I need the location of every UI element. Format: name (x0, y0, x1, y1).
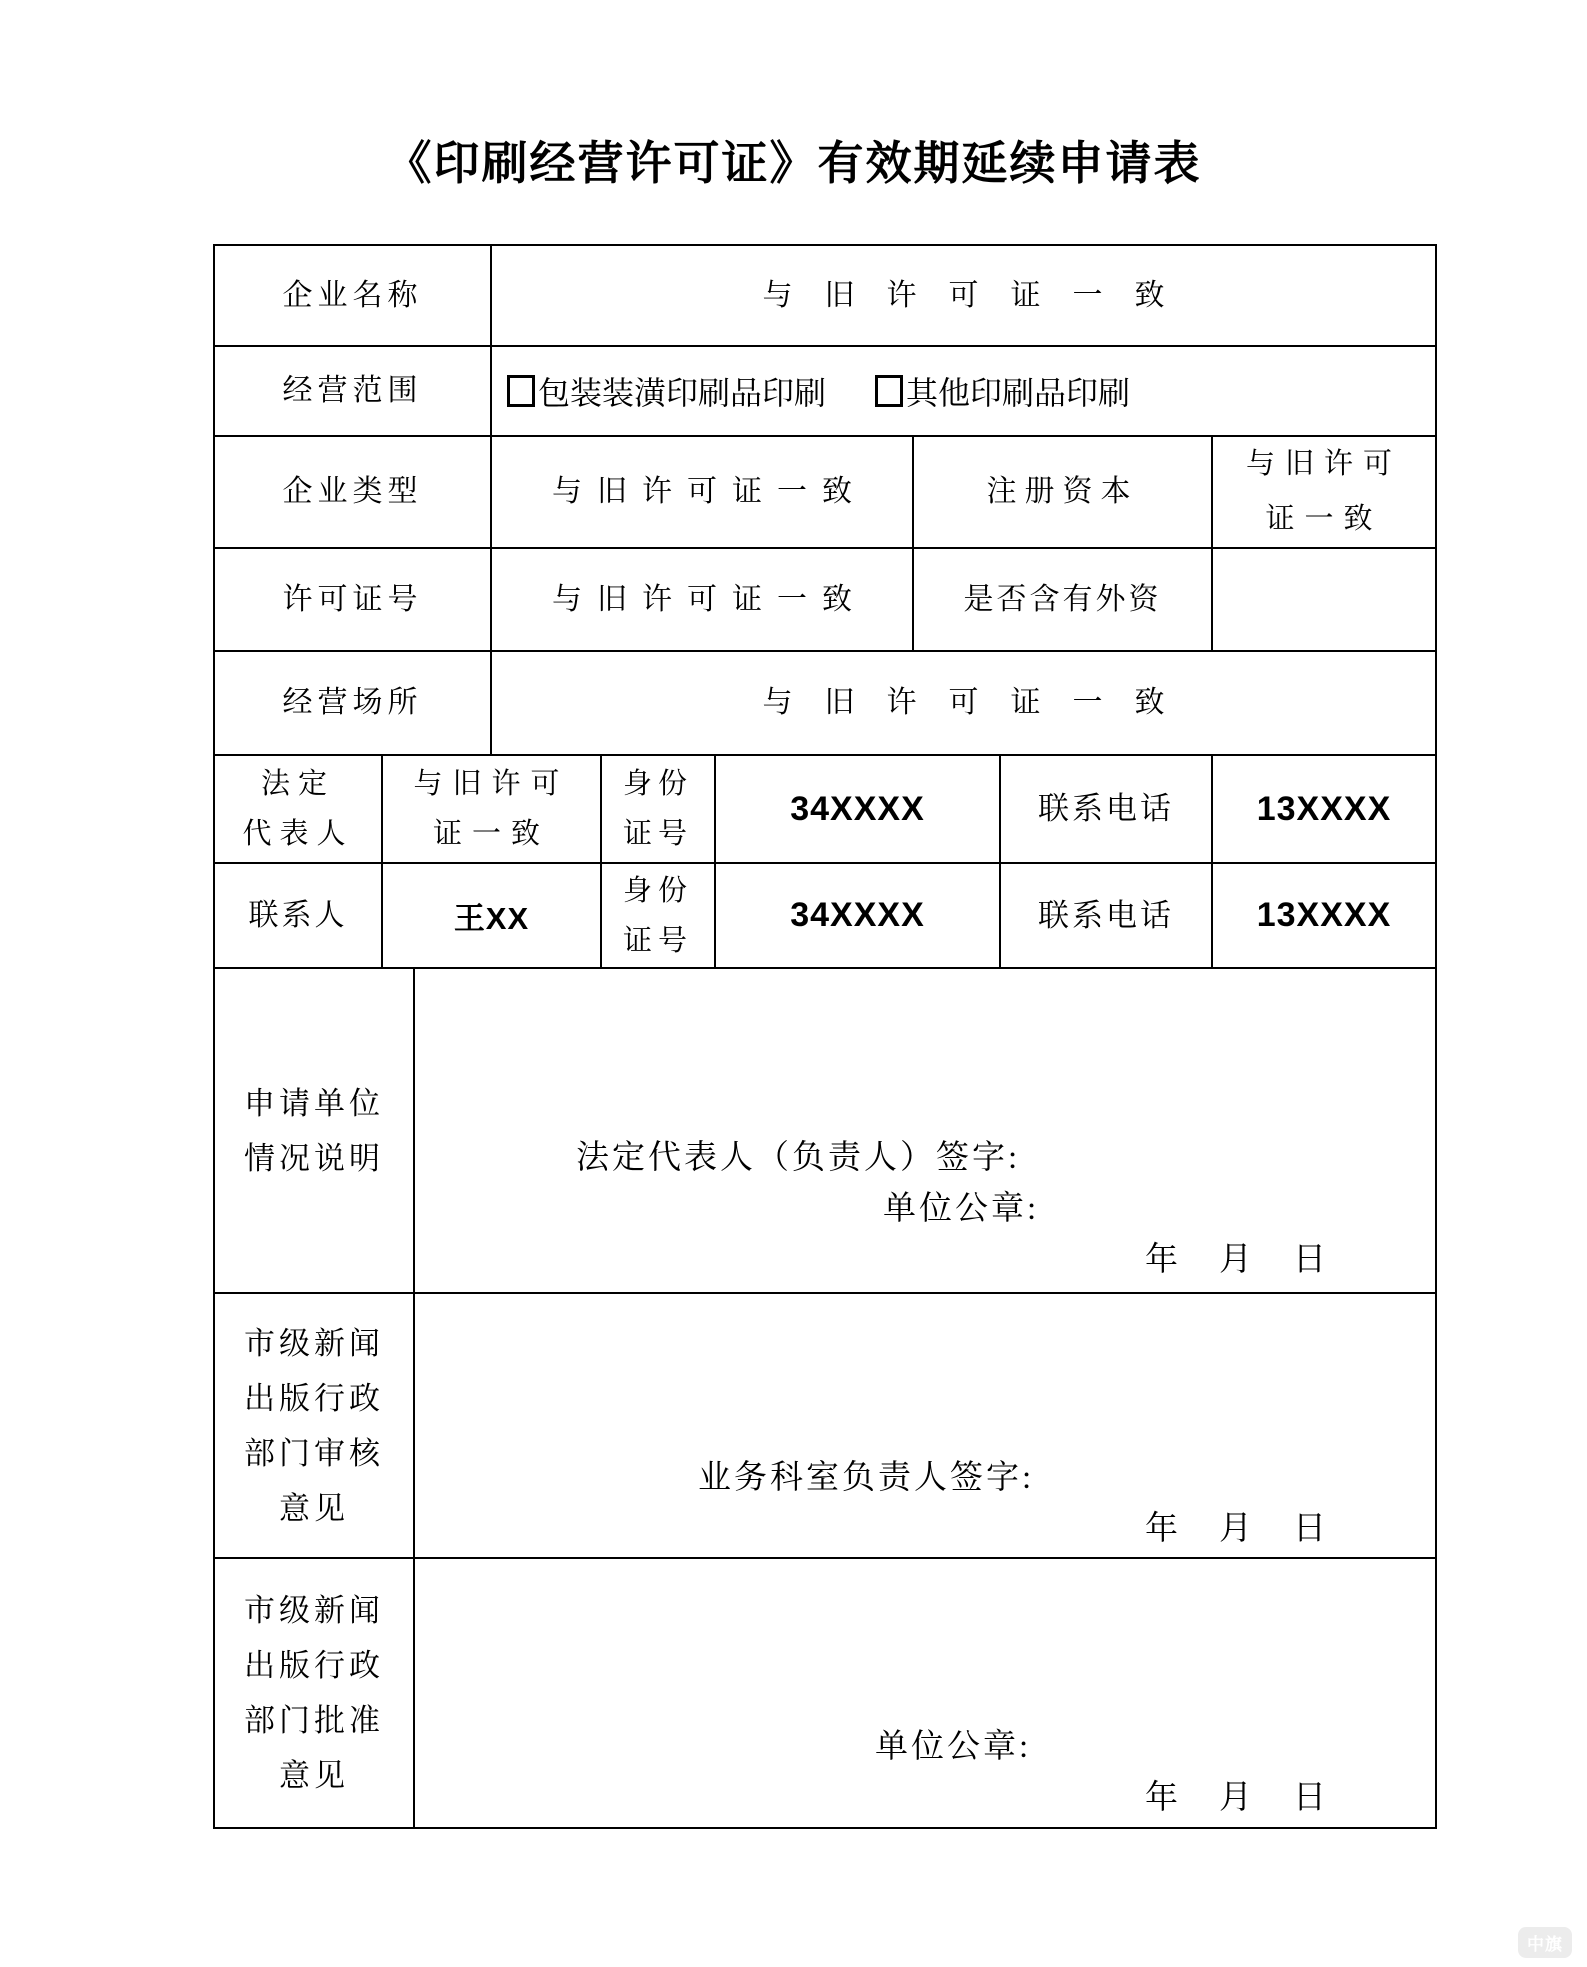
legal-rep-label: 法定 代表人 (242, 768, 354, 850)
approval-opinion-label-cell (215, 1559, 413, 1827)
contact-label: 联系人 (248, 898, 348, 932)
contact-value: 王XX (453, 901, 530, 936)
contact-phone-value-cell (1211, 864, 1435, 967)
business-scope-label: 经营范围 (282, 374, 423, 407)
contact-label-cell (215, 864, 381, 967)
watermark-badge (1518, 1927, 1572, 1958)
approval-opinion-content-cell (413, 1559, 1435, 1827)
legal-rep-phone-label-cell (999, 756, 1211, 862)
company-type-label-cell (215, 437, 490, 547)
form-title: 《印刷经营许可证》有效期延续申请表 (385, 137, 1202, 189)
foreign-capital-label-cell (912, 549, 1211, 650)
business-premises-label: 经营场所 (282, 686, 423, 719)
license-number-label: 许可证号 (282, 582, 423, 616)
unit-seal-label: 单位公章: (875, 1729, 1032, 1765)
contact-id-value: 34XXXX (790, 896, 925, 934)
foreign-capital-label: 是否含有外资 (963, 582, 1162, 616)
contact-id-label: 身份 证号 (622, 874, 693, 957)
applicant-statement-label-cell (215, 969, 413, 1292)
company-name-label-cell (215, 246, 490, 345)
date-placeholder: 年 月 日 (1145, 1780, 1330, 1816)
checkbox-icon[interactable] (507, 375, 535, 407)
row-contact-person (215, 862, 1435, 967)
row-applicant-statement (215, 967, 1435, 1292)
company-name-value: 与旧许可证一致 (762, 278, 1197, 312)
review-opinion-content-cell (413, 1294, 1435, 1557)
contact-id-label-cell (600, 864, 714, 967)
legal-rep-value: 与旧许可 证一致 (413, 768, 570, 850)
legal-rep-value-cell (381, 756, 600, 862)
applicant-statement-content-cell (413, 969, 1435, 1292)
company-type-value: 与旧许可证一致 (552, 475, 867, 508)
legal-rep-id-value-cell (714, 756, 999, 862)
review-opinion-label-cell (215, 1294, 413, 1557)
applicant-statement-label: 申请单位 情况说明 (244, 1085, 384, 1176)
business-premises-value: 与旧许可证一致 (762, 686, 1197, 719)
review-opinion-label: 市级新闻 出版行政 部门审核 意见 (244, 1325, 384, 1526)
date-placeholder: 年 月 日 (1145, 1511, 1330, 1547)
license-number-label-cell (215, 549, 490, 650)
company-type-label: 企业类型 (282, 475, 423, 508)
scope-option-packaging-label: 包装装潢印刷品印刷 (538, 375, 827, 411)
contact-phone-label: 联系电话 (1038, 897, 1174, 933)
legal-rep-signature-label: 法定代表人（负责人）签字: (576, 1140, 1021, 1176)
contact-id-value-cell (714, 864, 999, 967)
legal-rep-id-value: 34XXXX (790, 789, 925, 828)
date-placeholder: 年 月 日 (1145, 1242, 1330, 1278)
row-review-opinion (215, 1292, 1435, 1557)
watermark-text: 中旗 (1527, 1935, 1563, 1954)
row-company-name (215, 246, 1435, 345)
application-form-table (213, 244, 1437, 1829)
row-business-scope (215, 345, 1435, 435)
contact-phone-label-cell (999, 864, 1211, 967)
row-approval-opinion (215, 1557, 1435, 1827)
legal-rep-id-label-cell (600, 756, 714, 862)
foreign-capital-value-cell (1211, 549, 1435, 650)
business-premises-label-cell (215, 652, 490, 754)
registered-capital-value-cell (1211, 437, 1435, 547)
contact-phone-value: 13XXXX (1256, 896, 1392, 934)
row-business-premises (215, 650, 1435, 754)
registered-capital-value: 与旧许可 证一致 (1245, 448, 1402, 535)
legal-rep-phone-value: 13XXXX (1256, 789, 1392, 828)
row-company-type (215, 435, 1435, 547)
company-seal-label: 单位公章: (883, 1191, 1040, 1227)
legal-rep-label-cell (215, 756, 381, 862)
row-license-number (215, 547, 1435, 650)
row-legal-representative (215, 754, 1435, 862)
legal-rep-phone-value-cell (1211, 756, 1435, 862)
business-scope-label-cell (215, 347, 490, 435)
company-type-value-cell (490, 437, 912, 547)
business-scope-value-cell (490, 347, 1435, 435)
approval-opinion-label: 市级新闻 出版行政 部门批准 意见 (244, 1593, 384, 1793)
license-number-value: 与旧许可证一致 (552, 582, 867, 616)
scope-option-other-label: 其他印刷品印刷 (906, 375, 1131, 411)
registered-capital-label-cell (912, 437, 1211, 547)
company-name-value-cell (490, 246, 1435, 345)
scope-option-packaging (507, 368, 826, 414)
legal-rep-id-label: 身份 证号 (622, 768, 693, 850)
checkbox-icon[interactable] (875, 375, 903, 407)
license-number-value-cell (490, 549, 912, 650)
company-name-label: 企业名称 (282, 278, 423, 312)
registered-capital-label: 注册资本 (986, 475, 1139, 508)
legal-rep-phone-label: 联系电话 (1038, 791, 1174, 826)
contact-value-cell (381, 864, 600, 967)
business-premises-value-cell (490, 652, 1435, 754)
scope-option-other (875, 368, 1130, 414)
department-head-signature-label: 业务科室负责人签字: (698, 1460, 1035, 1496)
